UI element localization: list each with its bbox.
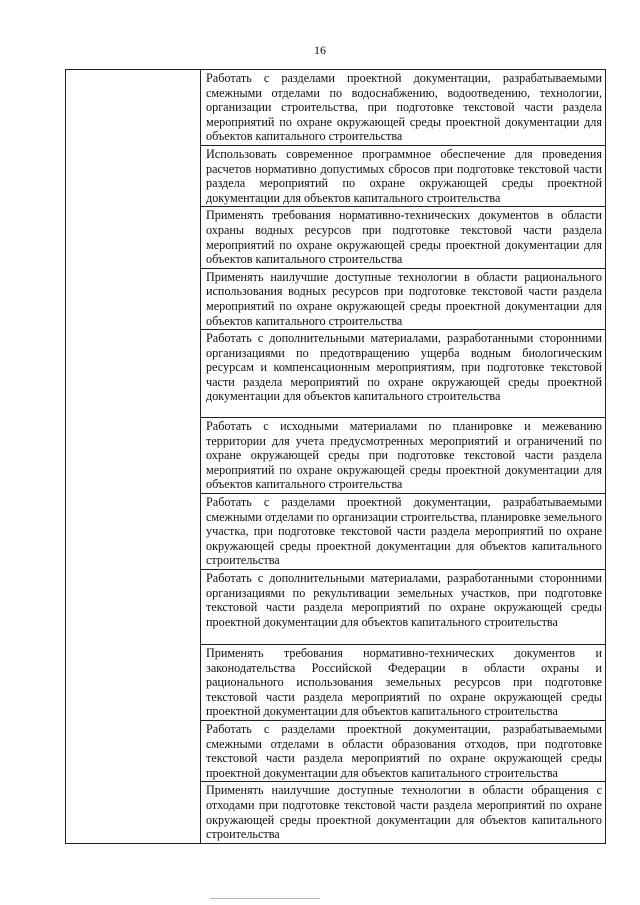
requirement-text: Работать с дополнительными материалами, разработанными сторонними организациями по рекультивации земельных участков, при подготовке текстовой части раздела мероприятий по охране окружающей среды проектной документации для объектов капитального строительства (206, 571, 602, 629)
requirement-text: Применять наилучшие доступные технологии в области обращения с отходами при подготовке текстовой части раздела мероприятий по охране окружающей среды проектной документации для объектов капитального строительства (206, 783, 602, 842)
table-cell (201, 268, 606, 329)
page-number: 16 (314, 43, 326, 57)
table-cell (201, 330, 606, 418)
table-cell (201, 782, 606, 843)
table-cell (201, 645, 606, 721)
requirement-text: Применять требования нормативно-технических документов в области охраны водных ресурсов при подготовке текстовой части раздела мероприятий по охране окружающей среды проектной документации для объектов капитального строительства (206, 208, 602, 267)
table-cell (201, 570, 606, 645)
requirement-text: Применять требования нормативно-технических документов и законодательства Российской Федерации в области охраны и рационального использования земельных ресурсов при подготовке текстовой части раздела мероприятий по охране окружающей среды проектной документации для объектов капитального строительства (206, 646, 602, 719)
table-cell (201, 721, 606, 782)
table-cell (201, 494, 606, 570)
requirement-text: Работать с разделами проектной документации, разрабатываемыми смежными отделами по организации строительства, планировке земельного участка, при подготовке текстовой части раздела мероприятий по охране окружающей среды проектной документации для объектов капитального строительства (206, 495, 602, 568)
requirements-table (65, 69, 606, 844)
requirement-text: Использовать современное программное обеспечение для проведения расчетов нормативно допустимых сбросов при подготовке текстовой части раздела мероприятий по охране окружающей среды проектной документации для объектов капитального строительства (206, 146, 602, 205)
requirement-text: Работать с исходными материалами по планировке и межеванию территории для учета предусмотренных мероприятий и ограничений по охране окружающей среды при подготовке текстовой части раздела мероприятий по охране окружающей среды проектной документации для объектов капитального строительства (206, 419, 602, 492)
requirement-text: Работать с разделами проектной документации, разрабатываемыми смежными отделами по водоснабжению, водоотведению, технологии, организации строительства, при подготовке текстовой части раздела мероприятий по охране окружающей среды проектной документации для объектов капитального строительства (206, 71, 602, 144)
requirement-text: Работать с дополнительными материалами, разработанными сторонними организациями по предотвращению ущерба водным биологическим ресурсам и компенсационным мероприятиям, при подготовке текстовой части раздела мероприятий по охране окружающей среды проектной документации для объектов капитального строительства (206, 331, 602, 404)
requirement-text: Применять наилучшие доступные технологии в области рационального использования водных ресурсов при подготовке текстовой части раздела мероприятий по охране окружающей среды проектной документации для объектов капитального строительства (206, 269, 602, 328)
table-cell (201, 418, 606, 494)
table-cell (201, 145, 606, 206)
table-row (66, 70, 606, 146)
left-label-cell (66, 70, 201, 844)
table-cell (201, 70, 606, 146)
scan-edge-line (210, 898, 320, 899)
requirement-text: Работать с разделами проектной документации, разрабатываемыми смежными отделами в области образования отходов, при подготовке текстовой части раздела мероприятий по охране окружающей среды проектной документации для объектов капитального строительства (206, 722, 602, 780)
table-cell (201, 207, 606, 268)
